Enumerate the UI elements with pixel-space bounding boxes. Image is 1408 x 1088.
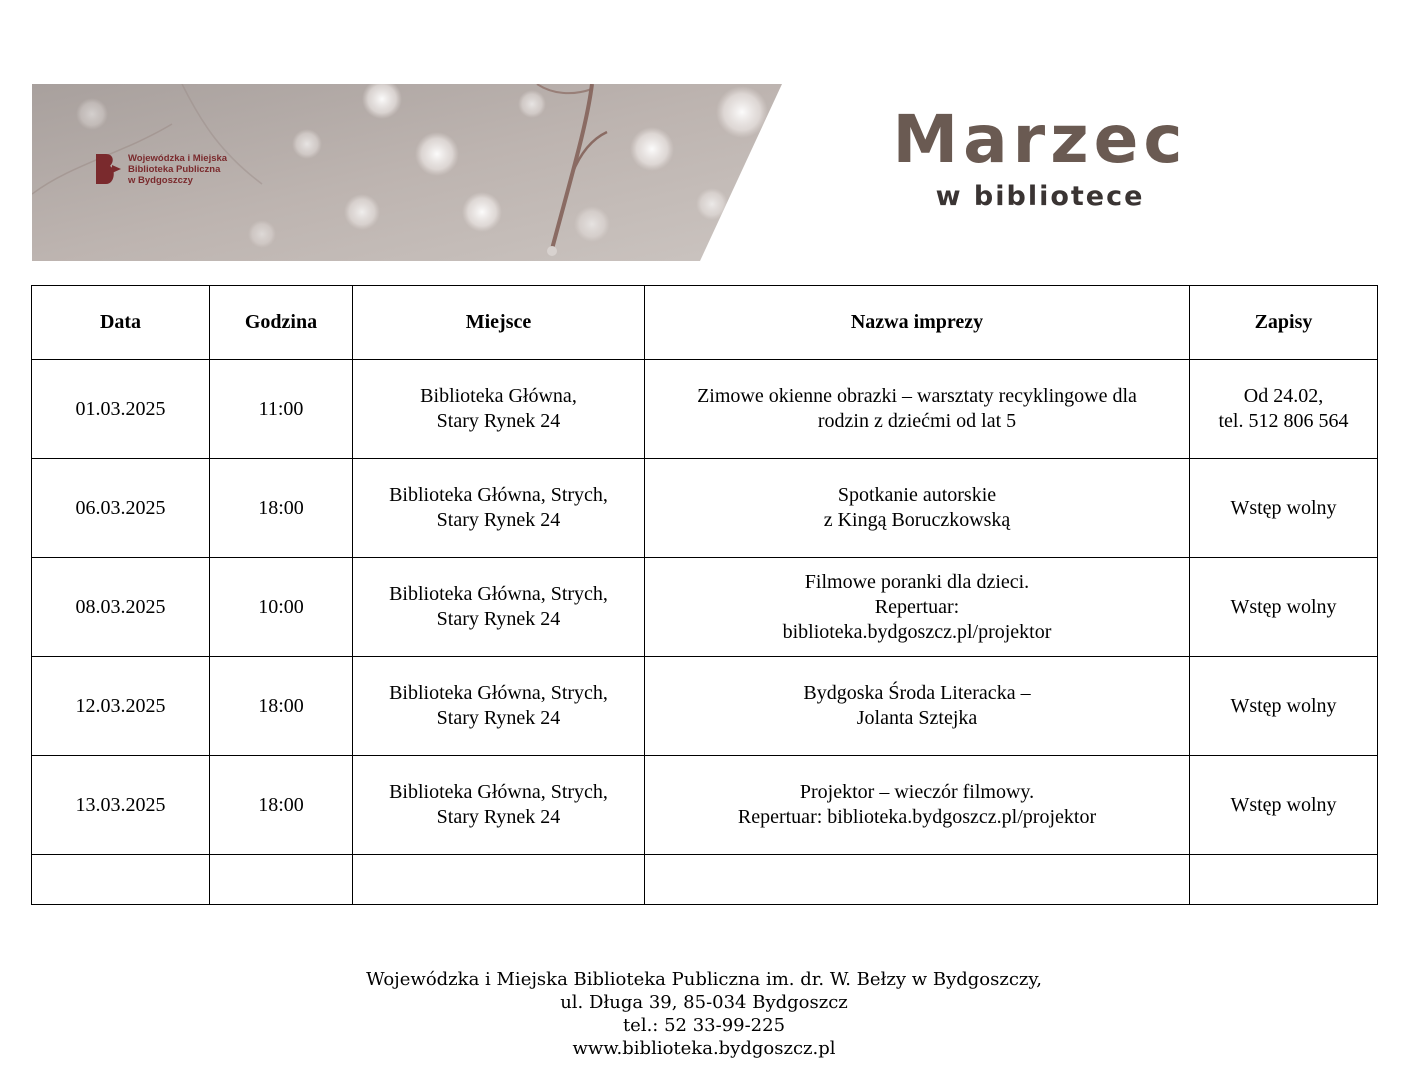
cell-time: 11:00 [210, 360, 353, 459]
column-header-event: Nazwa imprezy [645, 286, 1190, 360]
cell-event [645, 558, 1190, 657]
page-subtitle: w bibliotece [935, 181, 1145, 212]
page-title: Marzec [892, 101, 1188, 178]
signup-line: Od 24.02, [1243, 385, 1324, 407]
column-header-place: Miejsce [353, 286, 645, 360]
column-header-signup: Zapisy [1190, 286, 1378, 360]
footer-address [0, 968, 1408, 1060]
cell-signup [1190, 657, 1378, 756]
cell-date: 08.03.2025 [32, 558, 210, 657]
events-table [31, 285, 1378, 905]
place-line: Biblioteka Główna, Strych, [389, 682, 608, 704]
event-line: Zimowe okienne obrazki – warsztaty recyklingowe dla [697, 385, 1137, 407]
cell-signup [1190, 459, 1378, 558]
cell-event [645, 657, 1190, 756]
footer-line-3: tel.: 52 33-99-225 [622, 1015, 786, 1036]
table-row-empty [32, 855, 1378, 905]
cell-event [645, 756, 1190, 855]
cell-empty [645, 855, 1190, 905]
place-line: Biblioteka Główna, Strych, [389, 484, 608, 506]
library-logo-icon [94, 152, 122, 186]
table-row [32, 657, 1378, 756]
cell-place [353, 756, 645, 855]
logo-line-3: w Bydgoszczy [128, 174, 193, 186]
table-row [32, 459, 1378, 558]
cell-signup [1190, 756, 1378, 855]
table-row [32, 558, 1378, 657]
logo-line-2: Biblioteka Publiczna [128, 163, 221, 175]
cell-date: 06.03.2025 [32, 459, 210, 558]
place-line: Biblioteka Główna, [420, 385, 577, 407]
column-header-time: Godzina [210, 286, 353, 360]
event-line: Repertuar: biblioteka.bydgoszcz.pl/projektor [737, 806, 1097, 828]
signup-line: Wstęp wolny [1230, 595, 1337, 618]
cell-place [353, 360, 645, 459]
place-line: Stary Rynek 24 [436, 707, 561, 729]
cell-empty [353, 855, 645, 905]
event-line: Jolanta Sztejka [856, 707, 978, 729]
cell-time: 10:00 [210, 558, 353, 657]
logo-line-1: Wojewódzka i Miejska [128, 152, 228, 164]
table-header-row [32, 286, 1378, 360]
footer-line-2: ul. Długa 39, 85-034 Bydgoszcz [560, 992, 848, 1013]
library-logo [94, 152, 227, 186]
cell-place [353, 558, 645, 657]
cell-place [353, 459, 645, 558]
place-line: Stary Rynek 24 [436, 806, 561, 828]
event-line: biblioteka.bydgoszcz.pl/projektor [782, 620, 1052, 643]
cell-place [353, 657, 645, 756]
place-line: Biblioteka Główna, Strych, [389, 583, 608, 605]
column-header-date: Data [32, 286, 210, 360]
page-title-block [860, 100, 1220, 214]
event-line: Bydgoska Środa Literacka – [803, 682, 1031, 704]
cell-empty [32, 855, 210, 905]
cell-event [645, 360, 1190, 459]
signup-line: Wstęp wolny [1230, 496, 1337, 519]
event-line: z Kingą Boruczkowską [823, 509, 1011, 531]
event-line: Repertuar: [874, 595, 960, 618]
cell-time: 18:00 [210, 657, 353, 756]
cell-date: 01.03.2025 [32, 360, 210, 459]
place-line: Biblioteka Główna, Strych, [389, 781, 608, 803]
cell-signup [1190, 558, 1378, 657]
place-line: Stary Rynek 24 [436, 410, 561, 432]
event-line: Filmowe poranki dla dzieci. [804, 570, 1030, 593]
event-line: Spotkanie autorskie [837, 484, 997, 506]
event-line: rodzin z dziećmi od lat 5 [817, 410, 1017, 432]
signup-line: tel. 512 806 564 [1218, 410, 1349, 432]
place-line: Stary Rynek 24 [436, 608, 561, 630]
cell-date: 12.03.2025 [32, 657, 210, 756]
cell-time: 18:00 [210, 459, 353, 558]
signup-line: Wstęp wolny [1230, 793, 1337, 816]
signup-line: Wstęp wolny [1230, 694, 1337, 717]
cell-time: 18:00 [210, 756, 353, 855]
footer-website-link[interactable]: www.biblioteka.bydgoszcz.pl [572, 1038, 836, 1059]
cell-empty [1190, 855, 1378, 905]
cell-signup [1190, 360, 1378, 459]
table-row [32, 360, 1378, 459]
cell-empty [210, 855, 353, 905]
event-line: Projektor – wieczór filmowy. [799, 781, 1035, 803]
cell-date: 13.03.2025 [32, 756, 210, 855]
table-row [32, 756, 1378, 855]
place-line: Stary Rynek 24 [436, 509, 561, 531]
footer-line-1: Wojewódzka i Miejska Biblioteka Publiczna im. dr. W. Bełzy w Bydgoszczy, [366, 969, 1042, 990]
cell-event [645, 459, 1190, 558]
